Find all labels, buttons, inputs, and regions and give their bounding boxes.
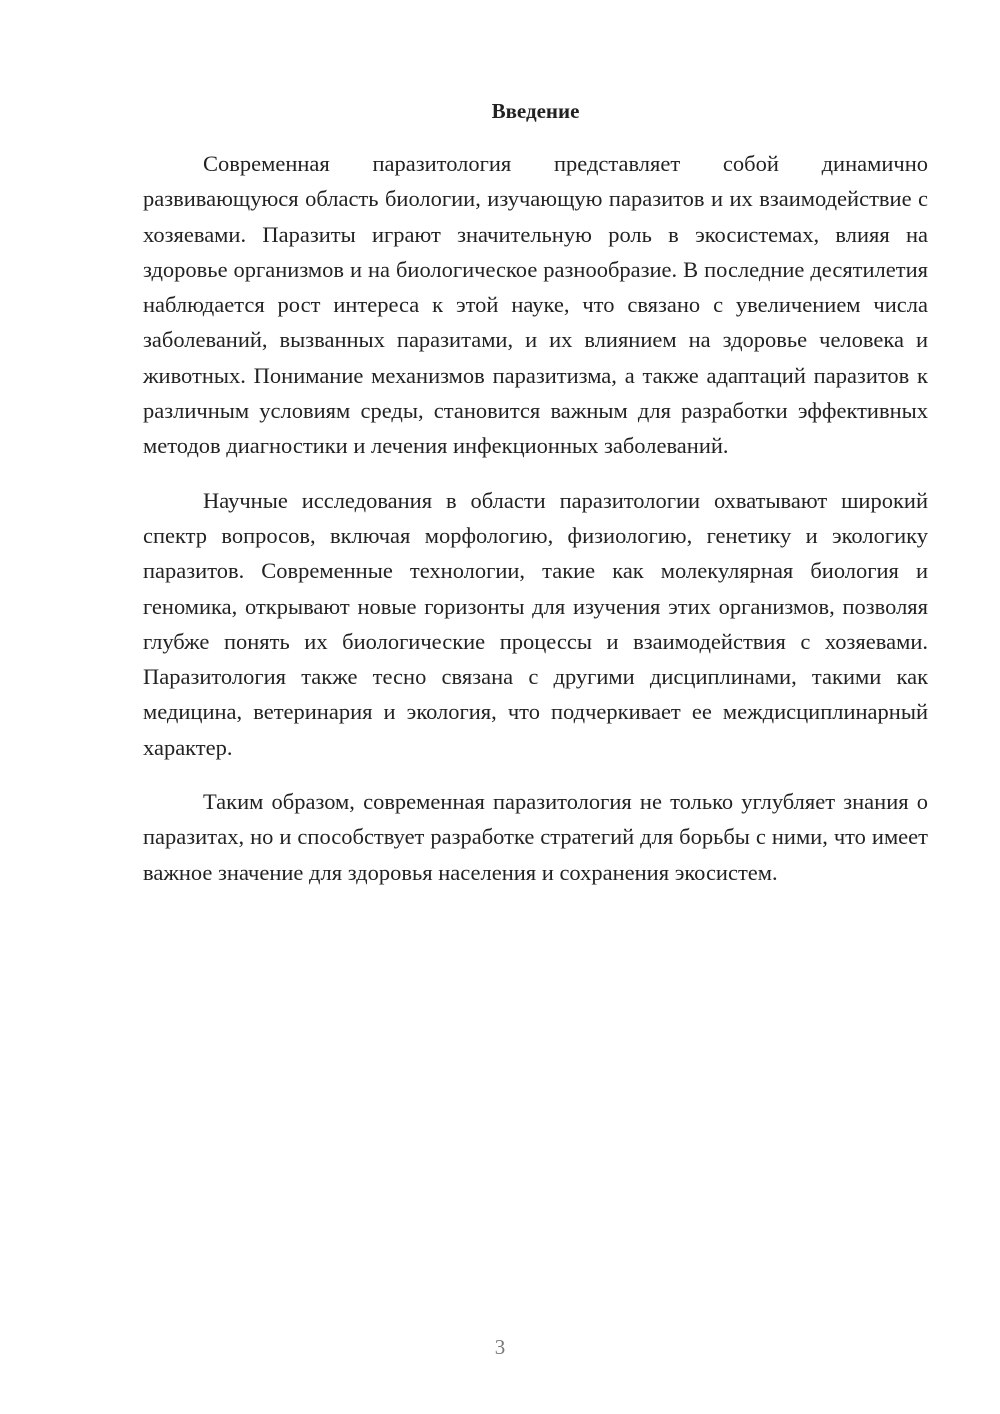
paragraph-1: Современная паразитология представляет собой динамично развивающуюся область биологии, изучающую паразитов и их взаимодействие с хозяевами. Паразиты играют значительную роль в экосистемах, влияя на здоровье организмов и на биологическое разнообразие. В последние десятилетия наблюдается рост интереса к этой науке, что связано с увеличением числа заболеваний, вызванных паразитами, и их влиянием на здоровье человека и животных. Понимание механизмов паразитизма, а также адаптаций паразитов к различным условиям среды, становится важным для разработки эффективных методов диагностики и лечения инфекционных заболеваний. [143,151,928,459]
paragraph-3: Таким образом, современная паразитология не только углубляет знания о паразитах, но и способствует разработке стратегий для борьбы с ними, что имеет важное значение для здоровья населения и сохранения экосистем. [143,789,928,885]
paragraph-2: Научные исследования в области паразитологии охватывают широкий спектр вопросов, включая морфологию, физиологию, генетику и экологику паразитов. Современные технологии, такие как молекулярная биология и геномика, открывают новые горизонты для изучения этих организмов, позволяя глубже понять их биологические процессы и взаимодействия с хозяевами. Паразитология также тесно связана с другими дисциплинами, такими как медицина, ветеринария и экология, что подчеркивает ее междисциплинарный характер. [143,487,928,760]
page-number: 3 [494,1335,506,1359]
page-content [143,97,928,890]
section-heading: Введение [491,99,580,123]
